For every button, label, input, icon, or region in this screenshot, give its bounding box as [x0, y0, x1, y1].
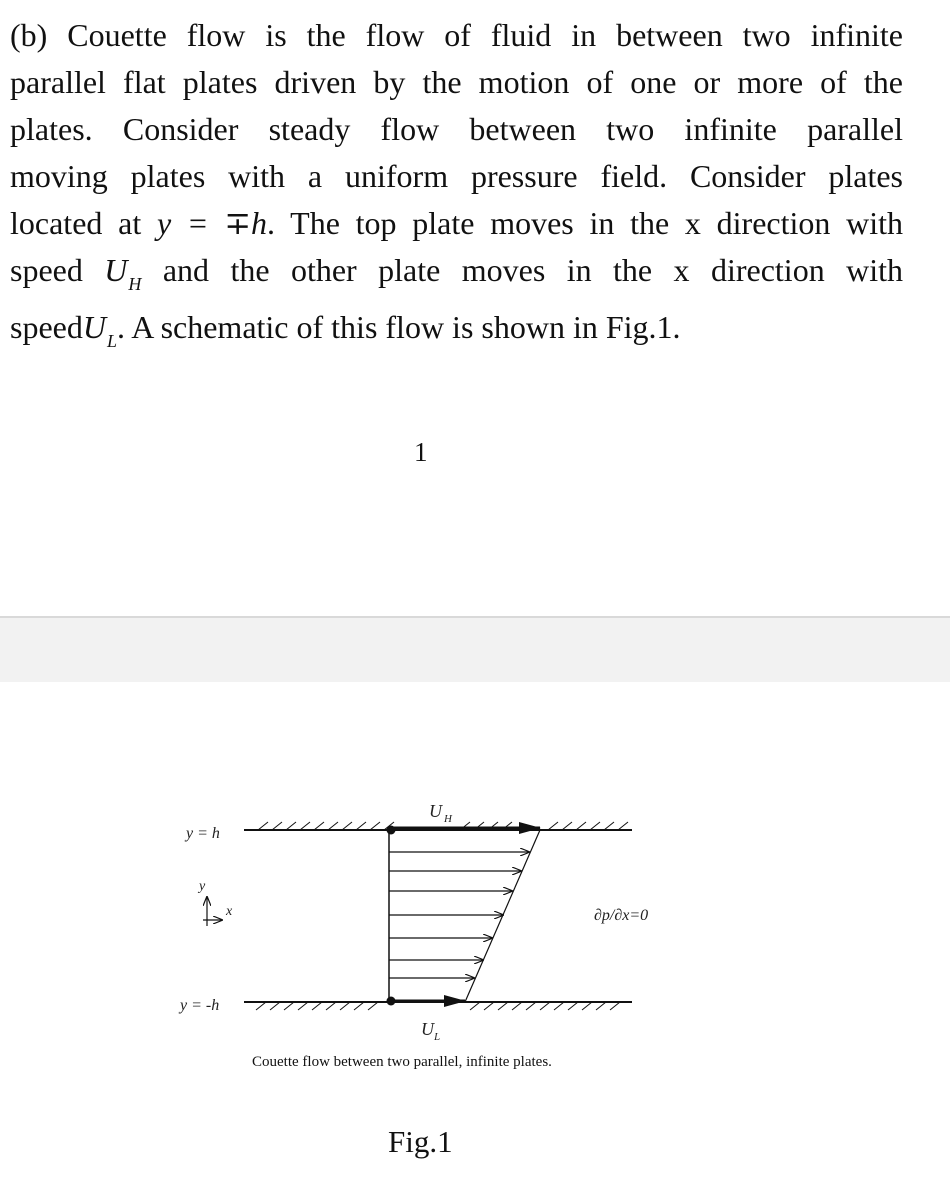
figure-label: Fig.1 — [388, 1124, 453, 1159]
velocity-arrows — [389, 852, 529, 978]
text-fragment: speed — [10, 252, 83, 288]
axes-icon — [203, 897, 222, 926]
axis-y-label: y — [199, 879, 206, 894]
paragraph-line: parallel flat plates driven by the motion of one or more of the — [10, 64, 903, 100]
math-plate-positions: y = ∓h — [156, 205, 268, 241]
paragraph-line — [10, 304, 903, 351]
bottom-plate-label: y = -h — [180, 997, 220, 1014]
velocity-profile-line — [465, 830, 540, 1002]
figure-caption: Couette flow between two parallel, infinite plates. — [252, 1054, 552, 1070]
pressure-gradient-label: ∂p/∂x=0 — [594, 907, 649, 924]
top-plate-label: y = h — [186, 825, 220, 842]
math-symbol: U — [104, 252, 128, 288]
bottom-contact-point — [387, 997, 396, 1006]
math-ul-symbol — [82, 309, 117, 351]
math-subscript: L — [106, 331, 117, 351]
couette-flow-diagram — [0, 682, 950, 1142]
paragraph-line: moving plates with a uniform pressure field. Consider plates — [10, 158, 903, 194]
top-velocity-label: U — [429, 801, 442, 821]
page-separator — [0, 616, 950, 684]
text-fragment: and the other plate moves in the x direction with — [162, 252, 903, 288]
problem-paragraph — [10, 12, 903, 351]
text-fragment: located at — [10, 205, 142, 241]
paragraph-line — [10, 247, 903, 304]
top-contact-point — [387, 826, 396, 835]
paragraph-line — [10, 200, 903, 247]
text-fragment: . The top plate moves in the x direction with — [267, 205, 904, 241]
paragraph-line: plates. Consider steady flow between two infinite parallel — [10, 111, 903, 147]
text-fragment: . A schematic of this flow is shown in Fig.1. — [116, 309, 681, 345]
paragraph-line: (b) Couette flow is the flow of fluid in between two infinite — [10, 17, 903, 53]
text-fragment: speed — [10, 309, 83, 345]
axis-x-label: x — [226, 904, 233, 919]
bottom-velocity-subscript: L — [434, 1031, 441, 1043]
page-number: 1 — [414, 437, 428, 467]
bottom-plate-hatching — [256, 1002, 620, 1010]
math-subscript: H — [128, 274, 142, 294]
bottom-velocity-label: U — [421, 1019, 434, 1039]
math-uh-symbol — [104, 252, 142, 294]
top-velocity-subscript: H — [444, 813, 452, 825]
math-symbol: U — [82, 309, 106, 345]
